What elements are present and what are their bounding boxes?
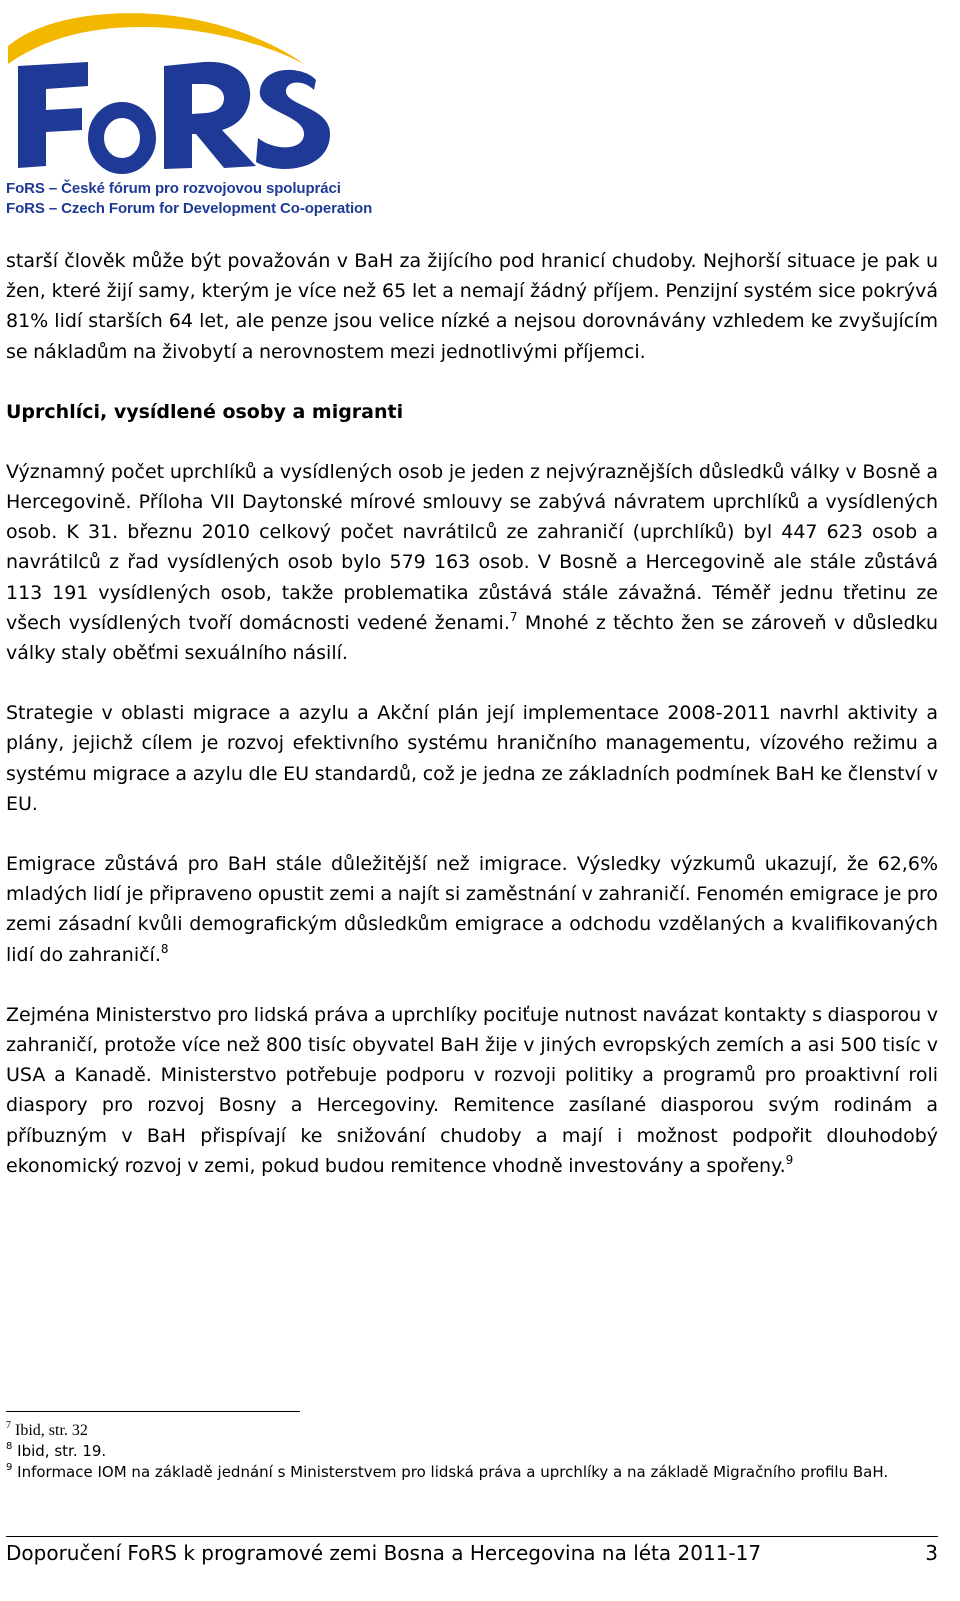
paragraph-diaspora bbox=[6, 1000, 938, 1181]
paragraph-refugees-tail: Mnohé z těchto žen se zároveň v důsledku války staly oběťmi sexuálního násilí. bbox=[6, 611, 939, 665]
paragraph-emigration-text: Emigrace zůstává pro BaH stále důležitější než imigrace. Výsledky výzkumů ukazují, že 62,6% mladých lidí je připraveno opustit zemi a najít si zaměstnání v zahraničí. Fenomén emigrace je pro zemi zásadní kvůli demografickým důsledkům emigrace a odchodu vzdělaných a kvalifikovaných lidí do zahraničí. bbox=[6, 853, 938, 966]
footnote-text: Ibid, str. 19. bbox=[17, 1442, 107, 1460]
footer-title: Doporučení FoRS k programové zemi Bosna a Hercegovina na léta 2011-17 bbox=[6, 1541, 762, 1565]
footnote-ref-9[interactable]: 9 bbox=[785, 1152, 794, 1167]
footnote-text: Ibid, str. 32 bbox=[15, 1422, 88, 1439]
document-body bbox=[6, 246, 938, 1181]
fors-logo bbox=[4, 6, 334, 176]
footnote-ref-7[interactable]: 7 bbox=[509, 609, 518, 624]
paragraph-refugees-text: Významný počet uprchlíků a vysídlených osob je jeden z nejvýraznějších důsledků války v Bosně a Hercegovině. Příloha VII Daytonské mírové smlouvy se zabývá návratem uprchlíků a vysídlených osob. K 31. březnu 2010 celkový počet navrátilců ze zahraničí (uprchlíků) byl 447 623 osob a navrátilců z řad vysídlených osob bylo 579 163 osob. V Bosně a Hercegovině ale stále zůstává 113 191 vysídlených osob, takže problematika zůstává stále závažná. Téměř jednu třetinu ze všech vysídlených tvoří domácnosti vedené ženami. bbox=[6, 460, 938, 634]
paragraph-refugees bbox=[6, 457, 938, 668]
footnote-number: 8 bbox=[6, 1441, 13, 1452]
org-name-english: FoRS – Czech Forum for Development Co-operation bbox=[6, 200, 373, 217]
logo-letter-f bbox=[18, 62, 88, 168]
footnote-text: Informace IOM na základě jednání s Ministerstvem pro lidská práva a uprchlíky a na základě Migračního profilu BaH. bbox=[17, 1463, 889, 1481]
fors-logo-graphic bbox=[4, 6, 334, 176]
footnotes bbox=[6, 1420, 906, 1483]
footer-separator bbox=[6, 1536, 938, 1537]
paragraph-diaspora-text: Zejména Ministerstvo pro lidská práva a uprchlíky pociťuje nutnost navázat kontakty s diasporou v zahraničí, protože více než 800 tisíc obyvatel BaH žije v jiných evropských zemích a asi 500 tisíc v USA a Kanadě. Ministerstvo potřebuje podporu v rozvoji politiky a programů pro proaktivní roli diaspory pro rozvoj Bosny a Hercegoviny. Remitence zasílané diasporou svým rodinám a příbuzným v BaH přispívají ke snižování chudoby a mají i možnost podpořit dlouhodobý ekonomický rozvoj v zemi, pokud budou remitence vhodně investovány a spořeny. bbox=[6, 1003, 938, 1177]
footnote-9 bbox=[6, 1462, 906, 1483]
footnote-8 bbox=[6, 1441, 906, 1462]
logo-letter-r bbox=[164, 62, 256, 169]
section-heading: Uprchlíci, vysídlené osoby a migranti bbox=[6, 400, 404, 423]
logo-letter-s bbox=[256, 70, 330, 169]
footnote-number: 9 bbox=[6, 1462, 13, 1473]
paragraph-migration-strategy: Strategie v oblasti migrace a azylu a Akční plán její implementace 2008-2011 navrhl aktivity a plány, jejichž cílem je rozvoj efektivního systému hraničního managementu, vízového režimu a systému migrace a azylu dle EU standardů, což je jedna ze základních podmínek BaH ke členství v EU. bbox=[6, 702, 938, 815]
footnote-separator bbox=[6, 1411, 300, 1412]
org-name-czech: FoRS – České fórum pro rozvojovou spolupráci bbox=[6, 180, 341, 197]
paragraph-poverty: starší člověk může být považován v BaH za žijícího pod hranicí chudoby. Nejhorší situace je pak u žen, které žijí samy, kterým je více než 65 let a nemají žádný příjem. Penzijní systém sice pokrývá 81% lidí starších 64 let, ale penze jsou velice nízké a nejsou dorovnávány vzhledem ke zvyšujícím se nákladům na živobytí a nerovnostem mezi jednotlivými příjemci. bbox=[6, 250, 938, 363]
page-number: 3 bbox=[925, 1541, 938, 1565]
logo-letter-o bbox=[96, 110, 148, 166]
footnote-number: 7 bbox=[6, 1420, 11, 1431]
page-footer bbox=[6, 1539, 938, 1567]
paragraph-emigration bbox=[6, 849, 938, 970]
footnote-7 bbox=[6, 1420, 906, 1441]
logo-sun-accent bbox=[8, 13, 304, 64]
footnote-ref-8[interactable]: 8 bbox=[160, 941, 169, 956]
